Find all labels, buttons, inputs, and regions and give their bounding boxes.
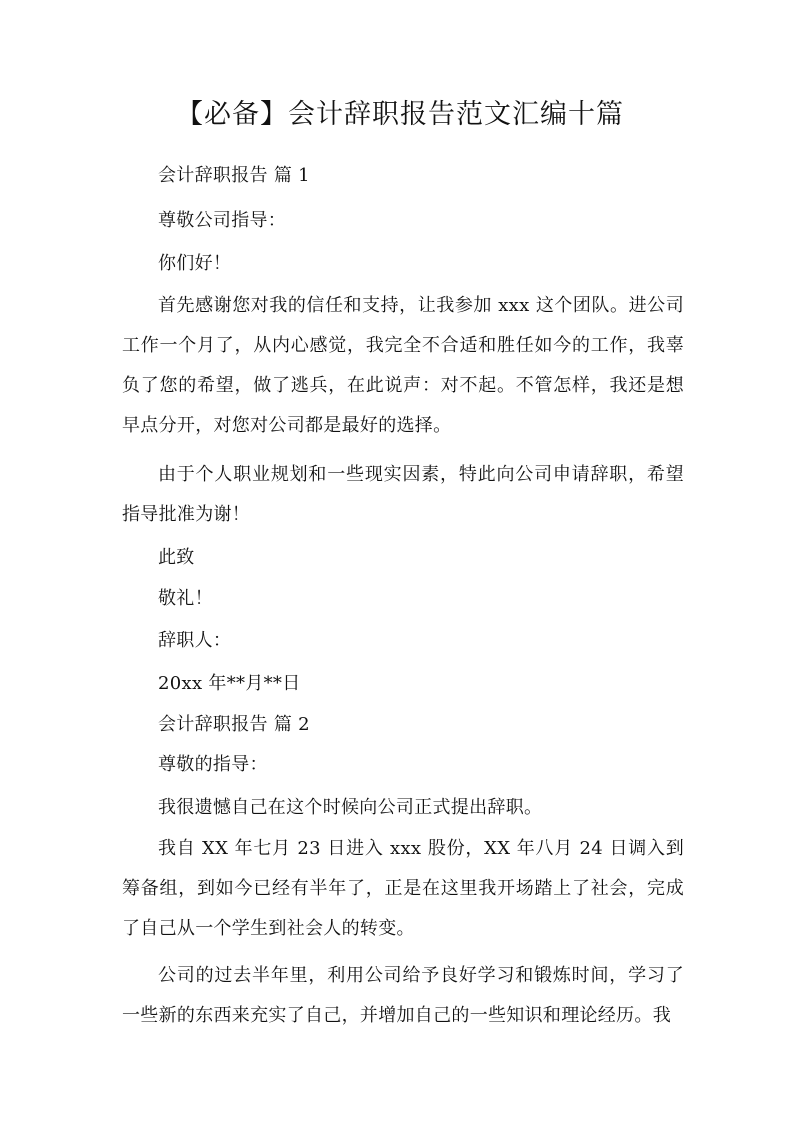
body-paragraph: 由于个人职业规划和一些现实因素，特此向公司申请辞职，希望指导批准为谢！ [122, 464, 684, 525]
salutation-2: 尊敬的指导： [158, 754, 268, 775]
body-paragraph: 我很遗憾自己在这个时候向公司正式提出辞职。 [158, 797, 543, 818]
date-line: 20xx 年**月**日 [158, 673, 301, 694]
body-paragraph: 首先感谢您对我的信任和支持，让我参加 xxx 这个团队。进公司工作一个月了，从内心感觉，我完全不合适和胜任如今的工作，我辜负了您的希望，做了逃兵，在此说声：对不起。不管怎样，我还是想早点分开，对您对公司都是最好的选择。 [122, 295, 684, 436]
section-heading-1: 会计辞职报告 篇 1 [158, 165, 310, 186]
body-paragraph: 公司的过去半年里，利用公司给予良好学习和锻炼时间，学习了一些新的东西来充实了自己，并增加自己的一些知识和理论经历。我 [122, 965, 684, 1026]
closing-line: 此致 [158, 547, 195, 568]
body-paragraph: 我自 XX 年七月 23 日进入 xxx 股份，XX 年八月 24 日调入到筹备组，到如今已经有半年了，正是在这里我开场踏上了社会，完成了自己从一个学生到社会人的转变。 [122, 838, 684, 939]
closing-regards: 敬礼！ [158, 588, 213, 609]
section-heading-2: 会计辞职报告 篇 2 [158, 714, 310, 735]
document-title: 【必备】会计辞职报告范文汇编十篇 [176, 99, 624, 130]
signature-label: 辞职人： [158, 630, 232, 651]
greeting-1: 你们好！ [158, 253, 232, 274]
salutation-1: 尊敬公司指导： [158, 210, 287, 231]
